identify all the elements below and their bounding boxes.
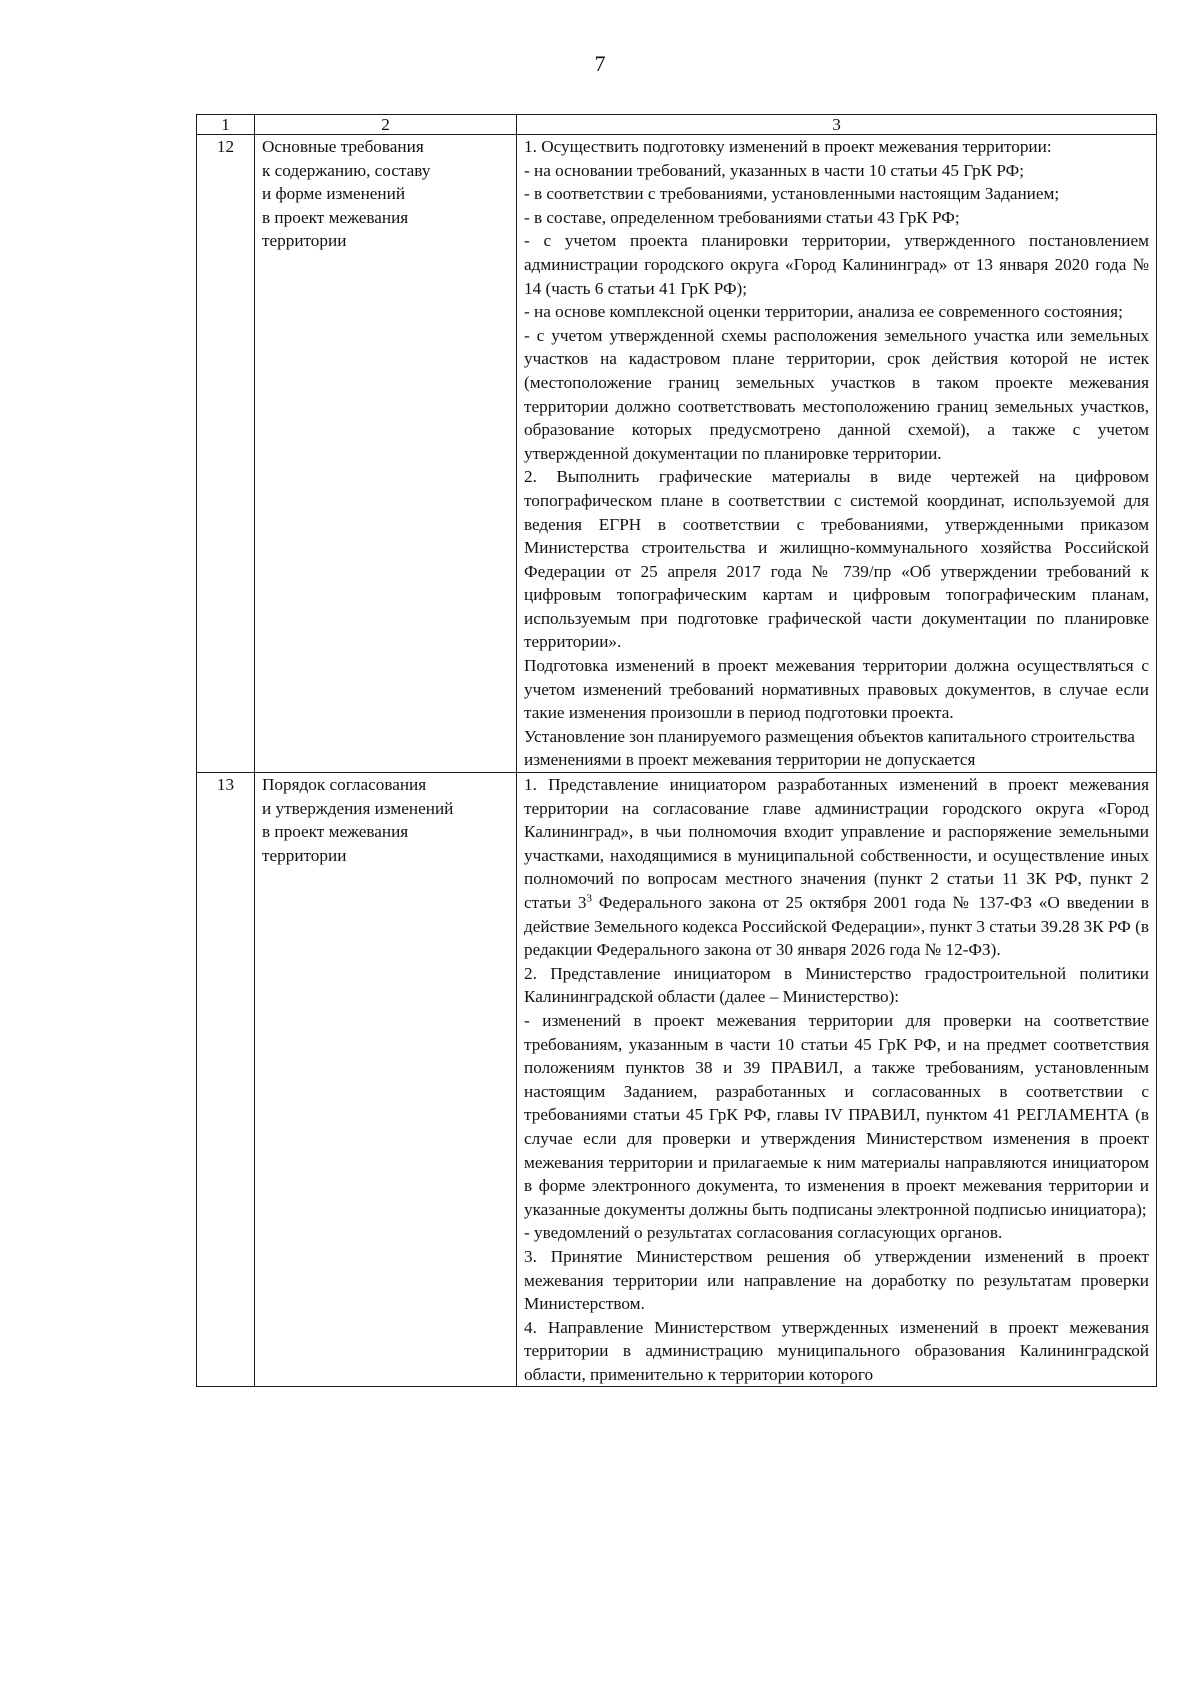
- content-paragraph: Подготовка изменений в проект межевания территории должна осуществляться с учетом изменений требований нормативных правовых документов, в случае если такие изменения произошли в период подготовки проекта.: [524, 656, 1149, 723]
- header-cell-2: 2: [255, 115, 517, 135]
- requirements-table: [196, 114, 1157, 1387]
- header-cell-1: 1: [197, 115, 255, 135]
- content-paragraph: - на основе комплексной оценки территории, анализа ее современного состояния;: [524, 302, 1123, 322]
- row-name-line: территории: [262, 845, 347, 865]
- row-name-line: Порядок согласования: [262, 775, 427, 795]
- header-cell-3: 3: [517, 115, 1157, 135]
- table-row-13: [197, 773, 1157, 1387]
- table-header-row: [197, 115, 1157, 135]
- content-paragraph: - изменений в проект межевания территории для проверки на соответствие требованиям, указанным в части 10 статьи 45 ГрК РФ, и на предмет соответствия положениям пунктов 38 и 39 ПРАВИЛ, а также требованиям, установленным настоящим Заданием, разработанных и согласованных в соответствии с требованиями статьи 45 ГрК РФ, главы IV ПРАВИЛ, пунктом 41 РЕГЛАМЕНТА (в случае если для проверки и утверждения Министерством изменения в проект межевания территории и прилагаемые к ним материалы направляются инициатором в форме электронного документа, то изменения в проект межевания территории и указанные документы должны быть подписаны электронной подписью инициатора);: [524, 1010, 1149, 1219]
- content-paragraph: - с учетом утвержденной схемы расположения земельного участка или земельных участков на кадастровом плане территории, срок действия которой не истек (местоположение границ земельных участков в таком проекте межевания территории должно соответствовать местоположению границ земельных участков, образование которых предусмотрено данной схемой), а также с учетом утвержденной документации по планировке территории.: [524, 325, 1149, 463]
- row-number-cell: 13: [197, 773, 255, 1387]
- row-name-line: и форме изменений: [262, 184, 406, 204]
- page-number: 7: [594, 51, 606, 76]
- row-content-cell: [517, 135, 1157, 773]
- content-paragraph: [524, 773, 1149, 962]
- row-name-line: и утверждения изменений: [262, 798, 454, 818]
- row-number-cell: 12: [197, 135, 255, 773]
- content-paragraph: 3. Принятие Министерством решения об утверждении изменений в проект межевания территории или направление на доработку по результатам проверки Министерством.: [524, 1246, 1149, 1314]
- content-paragraph: Установление зон планируемого размещения объектов капитального строительства изменениями в проект межевания территории не допускается: [524, 726, 1135, 770]
- content-paragraph: 2. Представление инициатором в Министерство градостроительной политики Калининградской области (далее – Министерство):: [524, 963, 1149, 1007]
- content-paragraph: 4. Направление Министерством утвержденных изменений в проект межевания территории в администрацию муниципального образования Калининградской области, применительно к территории которого: [524, 1317, 1149, 1384]
- content-paragraph: - на основании требований, указанных в части 10 статьи 45 ГрК РФ;: [524, 160, 1025, 180]
- table-row-12: [197, 135, 1157, 773]
- content-paragraph: - в составе, определенном требованиями статьи 43 ГрК РФ;: [524, 207, 960, 227]
- row-name-cell: [255, 773, 517, 1387]
- content-paragraph: - в соответствии с требованиями, установленными настоящим Заданием;: [524, 184, 1060, 204]
- content-paragraph: - уведомлений о результатах согласования согласующих органов.: [524, 1223, 1003, 1243]
- row-name-line: в проект межевания: [262, 822, 409, 842]
- content-paragraph: - с учетом проекта планировки территории, утвержденного постановлением администрации городского округа «Город Калининград» от 13 января 2020 года № 14 (часть 6 статьи 41 ГрК РФ);: [524, 231, 1149, 298]
- paragraph-text: Федерального закона от 25 октября 2001 года № 137-ФЗ «О введении в действие Земельного кодекса Российской Федерации», пункт 3 статьи 39.28 ЗК РФ (в редакции Федерального закона от 30 января 2026 года № 12-ФЗ).: [524, 893, 1149, 960]
- superscript-number: 3: [586, 892, 592, 905]
- row-name-line: Основные требования: [262, 137, 424, 156]
- paragraph-text: 1. Представление инициатором разработанных изменений в проект межевания территории на согласование главе администрации городского округа «Город Калининград», в чьи полномочия входит управление и распоряжение земельными участками, находящимися в муниципальной собственности, и осуществление иных полномочий по вопросам местного значения (пункт 2 статьи 11 ЗК РФ, пункт 2 статьи 3: [524, 775, 1149, 912]
- row-name-line: территории: [262, 231, 347, 251]
- row-name-cell: [255, 135, 517, 773]
- row-content-cell: [517, 773, 1157, 1387]
- content-paragraph: 2. Выполнить графические материалы в виде чертежей на цифровом топографическом плане в соответствии с системой координат, используемой для ведения ЕГРН в соответствии с требованиями, утвержденными приказом Министерства строительства и жилищно-коммунального хозяйства Российской Федерации от 25 апреля 2017 года № 739/пр «Об утверждении требований к цифровым топографическим картам и цифровым топографическим планам, используемым при подготовке графической части документации по планировке территории».: [524, 467, 1149, 652]
- row-name-line: к содержанию, составу: [262, 160, 431, 180]
- content-paragraph: 1. Осуществить подготовку изменений в проект межевания территории:: [524, 137, 1052, 156]
- row-name-line: в проект межевания: [262, 207, 409, 227]
